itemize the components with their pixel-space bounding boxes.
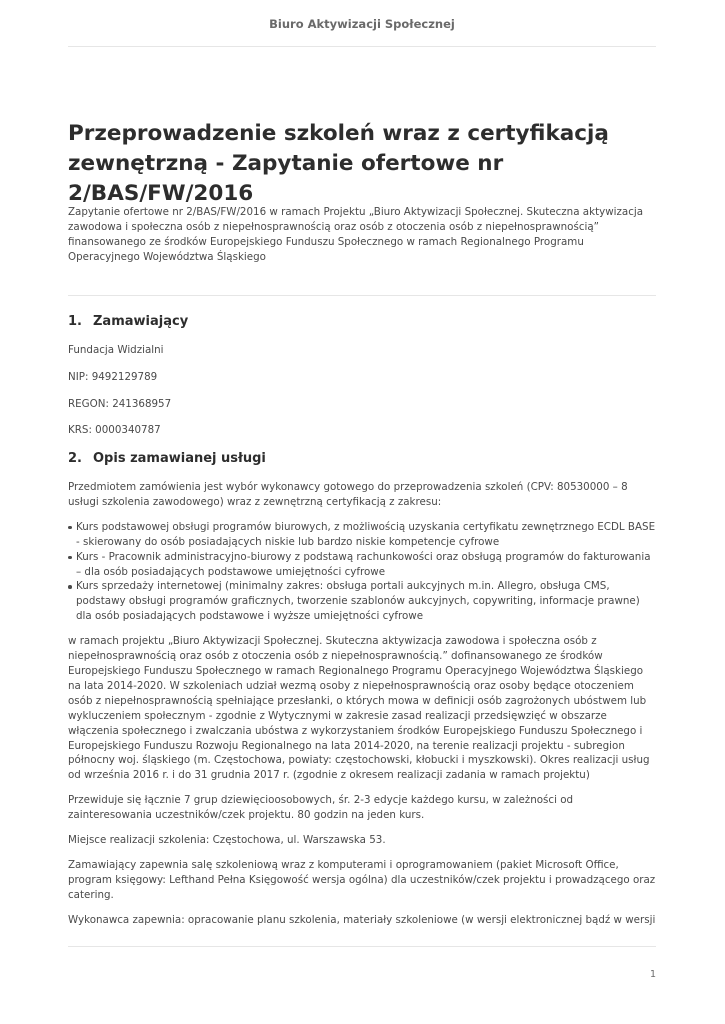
section-2-heading [68, 451, 266, 466]
footer-divider [68, 946, 656, 947]
section-1-title: Zamawiający [93, 314, 189, 329]
header-divider [68, 46, 656, 47]
orderer-nip: NIP: 9492129789 [68, 371, 158, 383]
groups-paragraph: Przewiduje się łącznie 7 grup dziewięcioosobowych, śr. 2-3 edycje każdego kursu, w zależności od zainteresowania uczestników/czek projektu. 80 godzin na jeden kurs. [68, 794, 574, 822]
list-item: Kurs sprzedaży internetowej (minimalny zakres: obsługa portali aukcyjnych m.in. Allegro, obsługa CMS, podstawy obsługi programów graficznych, tworzenie szablonów aukcyjnych, copywriting, informacje prawne) dla osób posiadających podstawowe i wyższe umiejętności cyfrowe [68, 579, 658, 624]
orderer-regon: REGON: 241368957 [68, 398, 172, 410]
location-paragraph: Miejsce realizacji szkolenia: Częstochowa, ul. Warszawska 53. [68, 834, 386, 847]
service-intro: Przedmiotem zamówienia jest wybór wykonawcy gotowego do przeprowadzenia szkoleń (CPV: 80530000 – 8 usługi szkolenia zawodowego) wraz z zewnętrzną certyfikacją z zakresu: [68, 481, 628, 508]
section-2-title: Opis zamawianej usługi [93, 451, 266, 466]
intro-text: Zapytanie ofertowe nr 2/BAS/FW/2016 w ramach Projektu „Biuro Aktywizacji Społecznej. Skuteczna aktywizacja zawodowa i społeczna osób z niepełnosprawnością oraz osób z otoczenia osób z niepełnosprawnością” finansowanego ze środków Europejskiego Funduszu Społecznego w ramach Regionalnego Programu Operacyjnego Województwa Śląskiego [68, 206, 644, 263]
course-list [68, 520, 658, 624]
section-1-heading [68, 314, 188, 329]
intro-divider [68, 295, 656, 296]
section-2-number: 2. [68, 451, 82, 466]
orderer-name: Fundacja Widzialni [68, 344, 164, 356]
section-2-body [68, 480, 658, 928]
orderer-krs: KRS: 0000340787 [68, 424, 161, 436]
list-item: Kurs - Pracownik administracyjno-biurowy z podstawą rachunkowości oraz obsługą programów do fakturowania – dla osób posiadających podstawowe umiejętności cyfrowe [68, 550, 658, 580]
facilities-paragraph: Zamawiający zapewnia salę szkoleniową wraz z komputerami i oprogramowaniem (pakiet Microsoft Office, program księgowy: Lefthand Pełna Księgowość wersja ogólna) dla uczestników/czek projektu i prowadzącego oraz catering. [68, 858, 656, 901]
project-paragraph: w ramach projektu „Biuro Aktywizacji Społecznej. Skuteczna aktywizacja zawodowa i społeczna osób z niepełnosprawnością oraz osób z otoczenia osób z niepełnosprawnością.” dofinansowanego ze środków Europejskiego Funduszu Społecznego w ramach Regionalnego Programu Operacyjnego Województwa Śląskiego na lata 2014-2020. W szkoleniach udział wezmą osoby z niepełnosprawnością oraz osoby będące otoczeniem osób z niepełnosprawnością spełniające przesłanki, o których mowa w definicji osób zagrożonych ubóstwem lub wykluczeniem społecznym - zgodnie z Wytycznymi w zakresie zasad realizacji przedsięwzięć w obszarze włączenia społecznego i zwalczania ubóstwa z wykorzystaniem środków Europejskiego Funduszu Społecznego i Europejskiego Funduszu Rozwoju Regionalnego na lata 2014-2020, na terenie realizacji projektu - subregion północny woj. śląskiego (m. Częstochowa, powiaty: częstochowski, kłobucki i myszkowski). Okres realizacji usług od września 2016 r. i do 31 grudnia 2017 r. (zgodnie z okresem realizacji zadania w ramach projektu) [68, 635, 650, 782]
intro-paragraph [68, 205, 658, 265]
section-1-number: 1. [68, 314, 82, 329]
document-title: Przeprowadzenie szkoleń wraz z certyfikacją zewnętrzną - Zapytanie ofertowe nr 2/BAS/FW/2016 [68, 121, 609, 206]
contractor-paragraph: Wykonawca zapewnia: opracowanie planu szkolenia, materiały szkoleniowe (w wersji elektronicznej bądź w wersji [68, 913, 656, 926]
page-number: 1 [649, 969, 656, 980]
page-header: Biuro Aktywizacji Społecznej [269, 17, 455, 31]
list-item: Kurs podstawowej obsługi programów biurowych, z możliwością uzyskania certyfikatu zewnętrznego ECDL BASE - skierowany do osób posiadających niskie lub bardzo niskie kompetencje cyfrowe [68, 520, 658, 550]
